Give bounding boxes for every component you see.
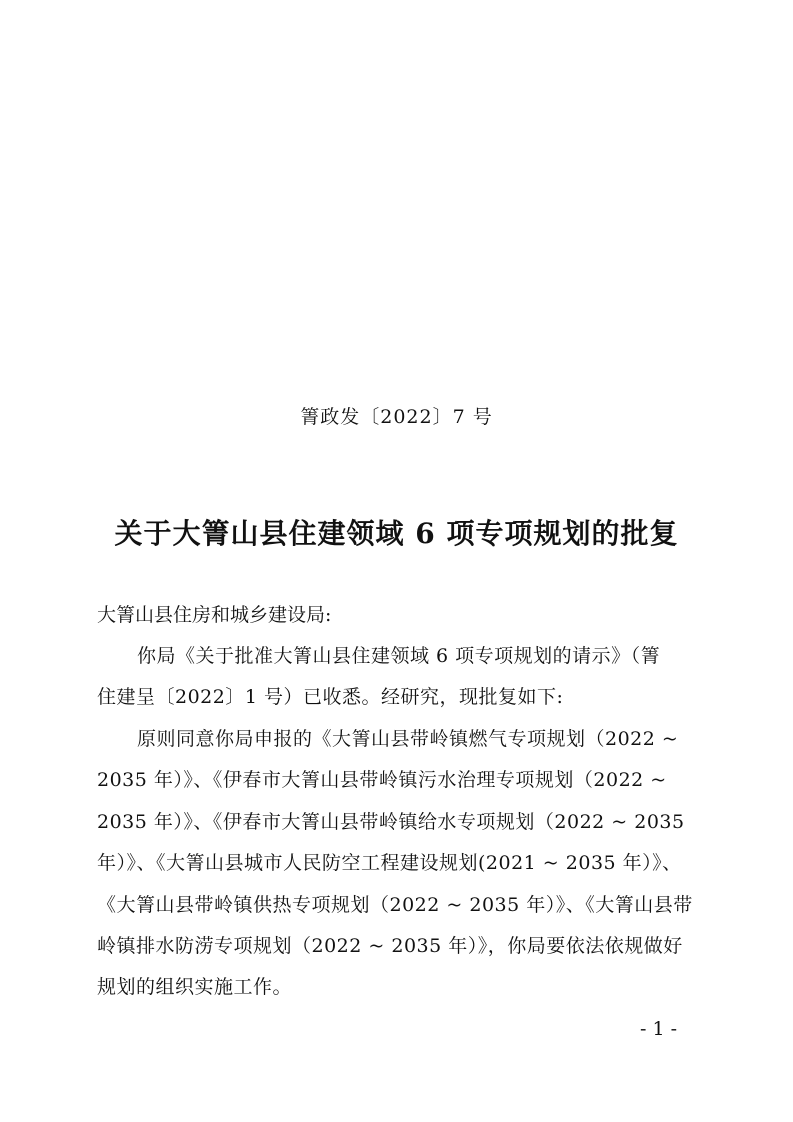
body-line: 2035 年）》、《伊春市大箐山县带岭镇给水专项规划（2022 ~ 2035 [97, 811, 685, 833]
page-number: - 1 - [640, 1018, 678, 1040]
body-line: 规划的组织实施工作。 [97, 976, 293, 998]
document-number: 箐政发〔2022〕7 号 [300, 406, 493, 428]
body-line: 原则同意你局申报的《大箐山县带岭镇燃气专项规划（2022 ~ [137, 728, 679, 750]
body-line: 你局《关于批准大箐山县住建领域 6 项专项规划的请示》（箐 [137, 645, 661, 667]
body-line: 2035 年）》、《伊春市大箐山县带岭镇污水治理专项规划（2022 ~ [97, 769, 667, 791]
document-title: 关于大箐山县住建领域 6 项专项规划的批复 [114, 517, 679, 550]
body-line: 年）》、《大箐山县城市人民防空工程建设规划(2021 ~ 2035 年）》、 [97, 852, 682, 874]
body-line: 住建呈〔2022〕1 号）已收悉。经研究，现批复如下: [97, 686, 564, 708]
body-line: 岭镇排水防涝专项规划（2022 ~ 2035 年）》，你局要依法依规做好 [97, 935, 683, 957]
body-line: 《大箐山县带岭镇供热专项规划（2022 ~ 2035 年）》、《大箐山县带 [97, 894, 693, 916]
salutation: 大箐山县住房和城乡建设局: [97, 604, 332, 626]
